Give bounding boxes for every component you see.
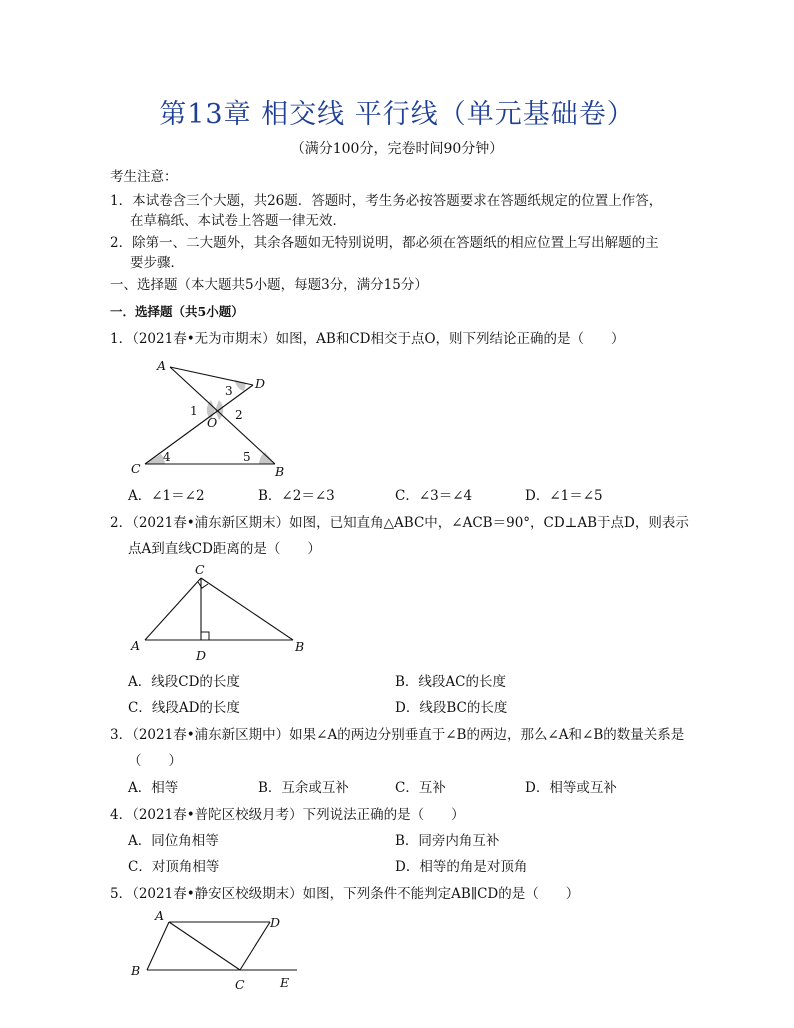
question-5-stem: 5．（2021春•静安区校级期末）如图，下列条件不能判定AB∥CD的是（ ） — [110, 886, 580, 902]
question-4-option-c: C．对顶角相等 — [128, 859, 220, 875]
question-3-stem-cont: （ ） — [128, 753, 182, 769]
question-1-option-b: B．∠2＝∠3 — [258, 488, 335, 504]
label-c: C — [195, 562, 205, 577]
question-3-stem: 3．（2021春•浦东新区期中）如果∠A的两边分别垂直于∠B的两边，那么∠A和∠B的数量关系是 — [110, 727, 685, 743]
label-angle-2: 2 — [235, 408, 243, 422]
question-2-option-a: A．线段CD的长度 — [128, 674, 240, 690]
question-3-option-d: D．相等或互补 — [525, 780, 617, 796]
question-4-option-a: A．同位角相等 — [128, 833, 219, 849]
notice-item-1-cont: 在草稿纸、本试卷上答题一律无效． — [130, 213, 346, 229]
segment-ac — [169, 922, 240, 970]
label-d: D — [270, 915, 281, 930]
question-4-option-d: D．相等的角是对顶角 — [395, 859, 528, 875]
label-c: C — [131, 461, 141, 476]
question-3-option-c: C．互补 — [395, 780, 446, 796]
label-angle-1: 1 — [190, 404, 198, 418]
angle-4-mark — [145, 454, 165, 464]
segment-dc — [240, 922, 270, 970]
question-1-figure — [125, 355, 295, 480]
label-b: B — [295, 639, 305, 654]
label-a: A — [131, 638, 141, 653]
notice-item-2: 2．除第一、二大题外，其余各题如无特别说明，都必须在答题纸的相应位置上写出解题的主 — [110, 235, 659, 251]
label-o: O — [207, 415, 218, 430]
question-3-option-a: A．相等 — [128, 780, 179, 796]
right-angle-d-mark — [201, 632, 209, 640]
question-2-option-c: C．线段AD的长度 — [128, 700, 240, 716]
label-angle-4: 4 — [163, 450, 171, 464]
question-2-figure — [125, 562, 315, 667]
question-2-option-b: B．线段AC的长度 — [395, 674, 506, 690]
page-subtitle: （满分100分，完卷时间90分钟） — [290, 141, 504, 157]
section-title: 一、选择题（本大题共5小题，每题3分，满分15分） — [110, 277, 428, 293]
segment-ac — [145, 578, 201, 640]
question-4-stem: 4．（2021春•普陀区校级月考）下列说法正确的是（ ） — [110, 807, 465, 823]
label-angle-3: 3 — [225, 384, 233, 398]
label-e: E — [280, 975, 290, 990]
label-a: A — [155, 908, 165, 923]
label-d: D — [255, 376, 266, 391]
question-4-option-b: B．同旁内角互补 — [395, 833, 500, 849]
line-cd — [145, 385, 253, 464]
label-angle-5: 5 — [243, 450, 251, 464]
right-angle-c-mark — [198, 582, 208, 588]
segment-ad — [170, 367, 253, 385]
label-d: D — [196, 648, 207, 663]
question-2-option-d: D．线段BC的长度 — [395, 700, 508, 716]
question-3-option-b: B．互余或互补 — [258, 780, 349, 796]
question-2-stem-cont: 点A到直线CD距离的是（ ） — [128, 541, 321, 557]
segment-cb — [201, 578, 293, 640]
question-2-stem: 2．（2021春•浦东新区期末）如图，已知直角△ABC中，∠ACB＝90°，CD⊥AB于点D，则表示 — [110, 515, 689, 531]
question-1-option-a: A．∠1＝∠2 — [128, 488, 205, 504]
label-b: B — [275, 464, 285, 479]
notice-item-2-cont: 要步骤． — [130, 255, 184, 271]
label-b: B — [131, 963, 141, 978]
segment-ab — [147, 922, 169, 970]
label-c: C — [235, 977, 245, 992]
question-5-figure — [125, 905, 305, 995]
page-title: 第13章 相交线 平行线（单元基础卷） — [159, 99, 635, 130]
notice-item-1: 1．本试卷含三个大题，共26题．答题时，考生务必按答题要求在答题纸规定的位置上作答， — [110, 193, 663, 209]
question-1-option-c: C．∠3＝∠4 — [395, 488, 473, 504]
section-subtitle: 一．选择题（共5小题） — [110, 304, 244, 319]
notice-heading: 考生注意： — [110, 169, 178, 185]
question-1-stem: 1．（2021春•无为市期末）如图，AB和CD相交于点O，则下列结论正确的是（ ） — [110, 331, 625, 347]
label-a: A — [157, 358, 167, 373]
question-1-option-d: D．∠1＝∠5 — [525, 488, 603, 504]
